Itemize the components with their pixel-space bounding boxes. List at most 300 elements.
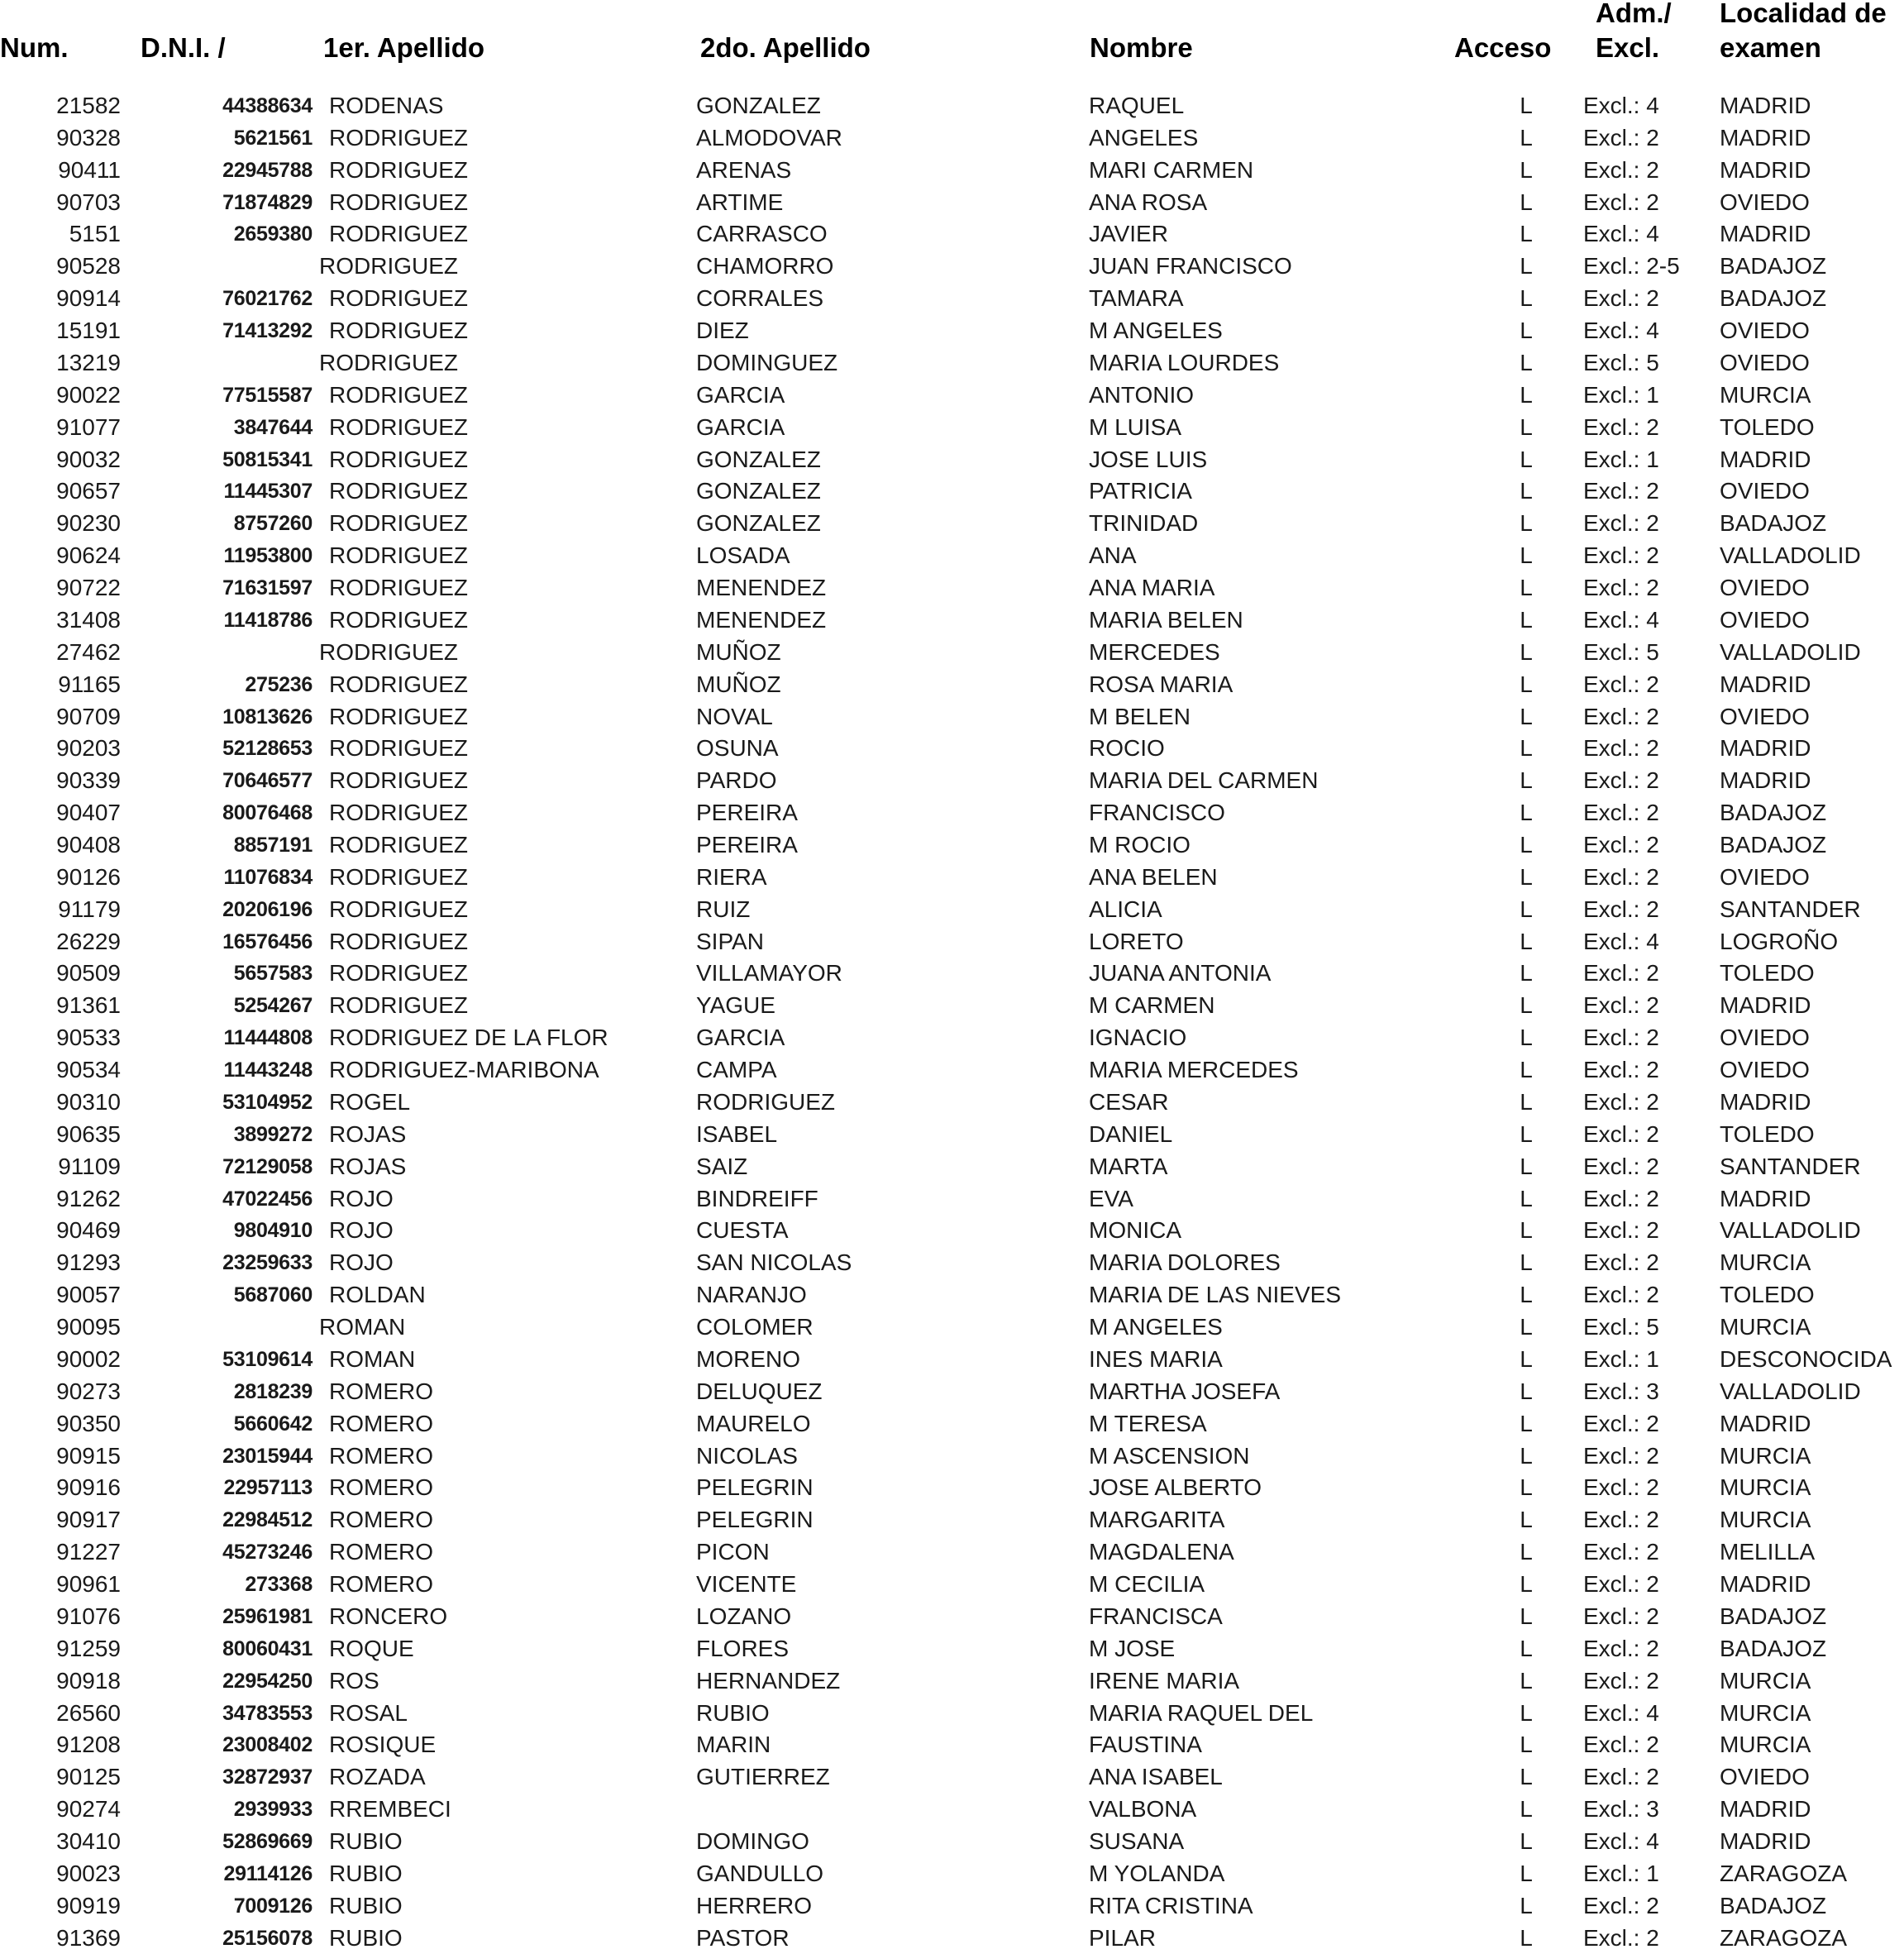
cell-acceso: L — [1520, 1345, 1533, 1372]
cell-dni: 20206196 — [222, 897, 313, 921]
cell-dni: 80060431 — [222, 1636, 313, 1660]
cell-num: 90022 — [56, 381, 121, 408]
cell-nombre: LORETO — [1089, 928, 1184, 954]
cell-adm-excl: Excl.: 2 — [1583, 1507, 1659, 1533]
cell-adm-excl: Excl.: 2 — [1583, 1539, 1659, 1565]
cell-adm-excl: Excl.: 2 — [1583, 863, 1659, 890]
cell-localidad: MURCIA — [1720, 1474, 1811, 1501]
cell-localidad: OVIEDO — [1720, 1057, 1810, 1083]
cell-localidad: VALLADOLID — [1720, 542, 1861, 569]
cell-apellido1: ROZADA — [329, 1764, 426, 1790]
cell-acceso: L — [1520, 1249, 1533, 1276]
cell-acceso: L — [1520, 510, 1533, 537]
cell-dni: 5621561 — [233, 126, 313, 150]
table-row — [0, 1504, 1904, 1536]
cell-acceso: L — [1520, 1892, 1533, 1918]
cell-apellido2: PELEGRIN — [696, 1474, 814, 1501]
table-row — [0, 990, 1904, 1021]
cell-adm-excl: Excl.: 2 — [1583, 1249, 1659, 1276]
cell-dni: 77515587 — [222, 383, 313, 407]
cell-num: 26229 — [56, 928, 121, 954]
cell-num: 31408 — [56, 606, 121, 633]
table-row — [0, 1440, 1904, 1472]
cell-localidad: VALLADOLID — [1720, 638, 1861, 665]
cell-apellido1: RODRIGUEZ — [329, 832, 468, 858]
cell-localidad: VALLADOLID — [1720, 1378, 1861, 1404]
table-row — [0, 187, 1904, 218]
cell-dni: 71631597 — [222, 576, 313, 600]
cell-apellido1: ROMAN — [319, 1314, 406, 1340]
cell-num: 90635 — [56, 1120, 121, 1147]
cell-apellido2: GONZALEZ — [696, 478, 821, 504]
cell-dni: 11076834 — [223, 865, 313, 889]
cell-apellido2: RUIZ — [696, 896, 751, 922]
cell-num: 90095 — [56, 1314, 121, 1340]
cell-adm-excl: Excl.: 1 — [1583, 381, 1659, 408]
cell-num: 90961 — [56, 1571, 121, 1598]
cell-apellido1: RODRIGUEZ — [329, 221, 468, 247]
cell-adm-excl: Excl.: 2 — [1583, 992, 1659, 1019]
cell-dni: 11953800 — [223, 544, 313, 568]
table-row — [0, 380, 1904, 411]
cell-num: 91259 — [56, 1635, 121, 1661]
cell-num: 90528 — [56, 253, 121, 279]
cell-apellido2: NARANJO — [696, 1282, 807, 1308]
cell-acceso: L — [1520, 1153, 1533, 1179]
cell-dni: 11443248 — [223, 1058, 313, 1082]
cell-nombre: M JOSE — [1089, 1635, 1176, 1661]
cell-acceso: L — [1520, 1120, 1533, 1147]
cell-adm-excl: Excl.: 2 — [1583, 1732, 1659, 1758]
cell-nombre: FRANCISCO — [1089, 800, 1225, 826]
cell-localidad: BADAJOZ — [1720, 510, 1827, 537]
cell-adm-excl: Excl.: 2 — [1583, 800, 1659, 826]
cell-nombre: MARIA DE LAS NIEVES — [1089, 1282, 1341, 1308]
cell-apellido1: ROJO — [329, 1249, 394, 1276]
cell-dni: 34783553 — [222, 1701, 313, 1725]
cell-localidad: MURCIA — [1720, 1667, 1811, 1694]
cell-apellido1: ROSAL — [329, 1699, 408, 1726]
table-row — [0, 1858, 1904, 1890]
cell-localidad: MADRID — [1720, 221, 1811, 247]
cell-nombre: TRINIDAD — [1089, 510, 1199, 537]
cell-apellido2: GONZALEZ — [696, 93, 821, 118]
cell-apellido2: GANDULLO — [696, 1860, 824, 1886]
cell-nombre: FRANCISCA — [1089, 1603, 1223, 1629]
cell-apellido2: CORRALES — [696, 285, 824, 312]
cell-dni: 22954250 — [222, 1669, 313, 1693]
cell-nombre: ANTONIO — [1089, 381, 1195, 408]
cell-adm-excl: Excl.: 2 — [1583, 671, 1659, 697]
cell-adm-excl: Excl.: 2 — [1583, 1892, 1659, 1918]
cell-num: 90916 — [56, 1474, 121, 1501]
cell-nombre: MARIA DEL CARMEN — [1089, 767, 1319, 794]
cell-acceso: L — [1520, 703, 1533, 729]
cell-localidad: BADAJOZ — [1720, 1635, 1827, 1661]
cell-localidad: MURCIA — [1720, 1249, 1811, 1276]
cell-localidad: MADRID — [1720, 446, 1811, 472]
cell-adm-excl: Excl.: 2 — [1583, 1025, 1659, 1051]
table-row — [0, 894, 1904, 925]
cell-localidad: MURCIA — [1720, 381, 1811, 408]
cell-apellido1: ROS — [329, 1667, 379, 1694]
cell-nombre: JOSE LUIS — [1089, 446, 1208, 472]
cell-adm-excl: Excl.: 2 — [1583, 1410, 1659, 1436]
cell-nombre: ANA — [1089, 542, 1137, 569]
cell-num: 90023 — [56, 1860, 121, 1886]
cell-apellido1: ROMAN — [329, 1345, 416, 1372]
cell-apellido1: RODRIGUEZ — [329, 156, 468, 183]
cell-acceso: L — [1520, 349, 1533, 375]
cell-num: 91293 — [56, 1249, 121, 1276]
cell-apellido1: RONCERO — [329, 1603, 448, 1629]
cell-num: 91227 — [56, 1539, 121, 1565]
cell-nombre: M CECILIA — [1089, 1571, 1205, 1598]
cell-nombre: MARIA RAQUEL DEL — [1089, 1699, 1314, 1726]
cell-num: 90328 — [56, 124, 121, 150]
table-row — [0, 122, 1904, 154]
cell-apellido2: GARCIA — [696, 381, 785, 408]
cell-nombre: M TERESA — [1089, 1410, 1207, 1436]
cell-apellido1: RODRIGUEZ — [329, 800, 468, 826]
cell-acceso: L — [1520, 896, 1533, 922]
header-acceso: Acceso — [1454, 32, 1552, 63]
cell-dni: 23008402 — [222, 1733, 313, 1757]
cell-nombre: M YOLANDA — [1089, 1860, 1225, 1886]
cell-num: 90057 — [56, 1282, 121, 1308]
cell-localidad: TOLEDO — [1720, 960, 1815, 987]
cell-num: 90533 — [56, 1025, 121, 1051]
cell-nombre: M CARMEN — [1089, 992, 1215, 1019]
table-row — [0, 90, 1904, 122]
cell-acceso: L — [1520, 1539, 1533, 1565]
cell-acceso: L — [1520, 253, 1533, 279]
cell-apellido2: HERNANDEZ — [696, 1667, 841, 1694]
cell-nombre: MARTHA JOSEFA — [1089, 1378, 1281, 1404]
cell-dni: 80076468 — [222, 801, 313, 825]
cell-apellido2: MORENO — [696, 1345, 800, 1372]
cell-num: 90534 — [56, 1057, 121, 1083]
cell-num: 91369 — [56, 1924, 121, 1951]
table-row — [0, 797, 1904, 829]
cell-nombre: DANIEL — [1089, 1120, 1173, 1147]
table-row — [0, 1247, 1904, 1278]
cell-nombre: MARTA — [1089, 1153, 1168, 1179]
table-row — [0, 1761, 1904, 1793]
cell-localidad: TOLEDO — [1720, 1282, 1815, 1308]
cell-localidad: MADRID — [1720, 1410, 1811, 1436]
table-row — [0, 1633, 1904, 1665]
cell-apellido2: COLOMER — [696, 1314, 814, 1340]
cell-apellido2: VILLAMAYOR — [696, 960, 842, 987]
cell-apellido2: MARIN — [696, 1732, 771, 1758]
cell-apellido1: RODRIGUEZ — [329, 189, 468, 215]
cell-apellido1: ROMERO — [329, 1571, 433, 1598]
cell-acceso: L — [1520, 1764, 1533, 1790]
cell-apellido2: ARTIME — [696, 189, 784, 215]
table-row — [0, 604, 1904, 636]
cell-acceso: L — [1520, 1057, 1533, 1083]
cell-apellido1: RODRIGUEZ — [329, 285, 468, 312]
table-row — [0, 862, 1904, 893]
cell-apellido1: RUBIO — [329, 1860, 403, 1886]
table-row — [0, 1054, 1904, 1086]
cell-adm-excl: Excl.: 1 — [1583, 1345, 1659, 1372]
cell-apellido2: CHAMORRO — [696, 253, 834, 279]
cell-apellido1: RODRIGUEZ — [329, 446, 468, 472]
cell-nombre: TAMARA — [1089, 285, 1184, 312]
cell-apellido2: FLORES — [696, 1635, 790, 1661]
cell-apellido1: RODRIGUEZ — [329, 510, 468, 537]
cell-apellido2: GUTIERREZ — [696, 1764, 830, 1790]
cell-localidad: BADAJOZ — [1720, 285, 1827, 312]
cell-num: 90230 — [56, 510, 121, 537]
cell-localidad: MADRID — [1720, 1185, 1811, 1211]
table-row — [0, 1119, 1904, 1150]
table-row — [0, 1826, 1904, 1857]
cell-apellido2: SIPAN — [696, 928, 764, 954]
header-apellido1: 1er. Apellido — [323, 32, 485, 63]
cell-dni: 71413292 — [222, 319, 313, 343]
cell-localidad: MADRID — [1720, 1571, 1811, 1598]
cell-adm-excl: Excl.: 1 — [1583, 446, 1659, 472]
cell-nombre: JOSE ALBERTO — [1089, 1474, 1262, 1501]
cell-num: 27462 — [56, 638, 121, 665]
cell-acceso: L — [1520, 413, 1533, 440]
cell-adm-excl: Excl.: 2 — [1583, 510, 1659, 537]
cell-apellido2: RIERA — [696, 863, 767, 890]
cell-dni: 5657583 — [233, 962, 313, 986]
table-row — [0, 637, 1904, 668]
cell-num: 90918 — [56, 1667, 121, 1694]
table-row — [0, 475, 1904, 507]
cell-acceso: L — [1520, 1442, 1533, 1469]
cell-acceso: L — [1520, 1474, 1533, 1501]
cell-num: 90914 — [56, 285, 121, 312]
cell-acceso: L — [1520, 606, 1533, 633]
cell-apellido2: GARCIA — [696, 1025, 785, 1051]
cell-num: 5151 — [69, 221, 121, 247]
cell-apellido1: RODRIGUEZ — [319, 349, 458, 375]
table-row — [0, 1183, 1904, 1215]
cell-adm-excl: Excl.: 4 — [1583, 221, 1659, 247]
cell-apellido1: ROJAS — [329, 1153, 407, 1179]
cell-nombre: ANA MARIA — [1089, 575, 1215, 601]
cell-num: 91361 — [56, 992, 121, 1019]
cell-apellido2: MAURELO — [696, 1410, 811, 1436]
cell-apellido1: RODRIGUEZ — [329, 863, 468, 890]
cell-localidad: DESCONOCIDA — [1720, 1345, 1892, 1372]
cell-num: 91165 — [58, 671, 121, 697]
cell-dni: 71874829 — [222, 190, 313, 214]
cell-num: 90915 — [56, 1442, 121, 1469]
cell-apellido1: RREMBECI — [329, 1796, 451, 1823]
table-row — [0, 1698, 1904, 1729]
cell-adm-excl: Excl.: 2 — [1583, 156, 1659, 183]
cell-apellido2: BINDREIFF — [696, 1185, 818, 1211]
cell-localidad: OVIEDO — [1720, 1025, 1810, 1051]
cell-nombre: ALICIA — [1089, 896, 1162, 922]
cell-adm-excl: Excl.: 2 — [1583, 1217, 1659, 1244]
cell-num: 90273 — [56, 1378, 121, 1404]
cell-adm-excl: Excl.: 2 — [1583, 285, 1659, 312]
cell-nombre: ROSA MARIA — [1089, 671, 1234, 697]
cell-adm-excl: Excl.: 2 — [1583, 1924, 1659, 1951]
cell-dni: 45273246 — [222, 1541, 313, 1565]
cell-localidad: BADAJOZ — [1720, 253, 1827, 279]
cell-acceso: L — [1520, 478, 1533, 504]
cell-adm-excl: Excl.: 2 — [1583, 413, 1659, 440]
cell-dni: 76021762 — [222, 287, 313, 311]
cell-apellido1: RODRIGUEZ — [329, 703, 468, 729]
cell-apellido2: VICENTE — [696, 1571, 797, 1598]
cell-dni: 2939933 — [233, 1798, 313, 1822]
cell-acceso: L — [1520, 1378, 1533, 1404]
cell-nombre: M ROCIO — [1089, 832, 1191, 858]
cell-apellido1: RODENAS — [329, 93, 444, 118]
cell-apellido1: ROGEL — [329, 1088, 411, 1115]
cell-num: 91109 — [58, 1153, 121, 1179]
cell-num: 90339 — [56, 767, 121, 794]
cell-dni: 22945788 — [222, 158, 313, 182]
cell-adm-excl: Excl.: 2 — [1583, 124, 1659, 150]
cell-apellido2: DOMINGO — [696, 1827, 809, 1854]
table-row — [0, 1215, 1904, 1246]
cell-localidad: MURCIA — [1720, 1442, 1811, 1469]
cell-apellido2: CAMPA — [696, 1057, 777, 1083]
cell-acceso: L — [1520, 575, 1533, 601]
cell-dni: 11445307 — [223, 480, 313, 504]
table-row — [0, 315, 1904, 346]
cell-adm-excl: Excl.: 2 — [1583, 1474, 1659, 1501]
cell-dni: 32872937 — [222, 1765, 313, 1789]
cell-acceso: L — [1520, 767, 1533, 794]
cell-localidad: MURCIA — [1720, 1507, 1811, 1533]
cell-num: 15191 — [56, 318, 121, 344]
cell-adm-excl: Excl.: 2 — [1583, 1635, 1659, 1661]
cell-apellido2: PICON — [696, 1539, 770, 1565]
cell-nombre: MARIA BELEN — [1089, 606, 1243, 633]
cell-localidad: BADAJOZ — [1720, 1892, 1827, 1918]
cell-acceso: L — [1520, 221, 1533, 247]
cell-num: 26560 — [56, 1699, 121, 1726]
cell-apellido2: GONZALEZ — [696, 510, 821, 537]
cell-dni: 5254267 — [233, 994, 313, 1018]
cell-apellido1: RUBIO — [329, 1924, 403, 1951]
cell-localidad: MURCIA — [1720, 1699, 1811, 1726]
cell-dni: 9804910 — [233, 1219, 313, 1243]
cell-localidad: OVIEDO — [1720, 703, 1810, 729]
cell-dni: 72129058 — [222, 1154, 313, 1178]
cell-dni: 47022456 — [222, 1187, 313, 1211]
cell-localidad: MADRID — [1720, 992, 1811, 1019]
cell-nombre: CESAR — [1089, 1088, 1169, 1115]
cell-apellido1: RODRIGUEZ — [329, 542, 468, 569]
cell-adm-excl: Excl.: 5 — [1583, 638, 1659, 665]
cell-nombre: M ANGELES — [1089, 318, 1223, 344]
header-adm-line1: Adm./ — [1596, 0, 1672, 28]
cell-localidad: MADRID — [1720, 767, 1811, 794]
cell-num: 90411 — [58, 156, 121, 183]
cell-apellido2: HERRERO — [696, 1892, 813, 1918]
cell-localidad: LOGROÑO — [1720, 928, 1839, 954]
cell-acceso: L — [1520, 1314, 1533, 1340]
cell-adm-excl: Excl.: 1 — [1583, 1860, 1659, 1886]
header-adm-line2: Excl. — [1596, 32, 1660, 63]
cell-apellido2: RUBIO — [696, 1699, 770, 1726]
cell-nombre: SUSANA — [1089, 1827, 1185, 1854]
cell-num: 90703 — [56, 189, 121, 215]
cell-num: 90919 — [56, 1892, 121, 1918]
cell-acceso: L — [1520, 189, 1533, 215]
cell-adm-excl: Excl.: 4 — [1583, 93, 1659, 118]
cell-dni: 11444808 — [223, 1026, 313, 1050]
cell-acceso: L — [1520, 671, 1533, 697]
cell-apellido2: PASTOR — [696, 1924, 790, 1951]
cell-num: 90274 — [56, 1796, 121, 1823]
cell-apellido1: RUBIO — [329, 1827, 403, 1854]
table-row — [0, 701, 1904, 733]
cell-acceso: L — [1520, 446, 1533, 472]
cell-adm-excl: Excl.: 2 — [1583, 1764, 1659, 1790]
cell-apellido1: RODRIGUEZ — [329, 381, 468, 408]
cell-nombre: M ANGELES — [1089, 1314, 1223, 1340]
cell-dni: 2818239 — [233, 1379, 313, 1403]
cell-apellido1: ROJO — [329, 1217, 394, 1244]
cell-dni: 10813626 — [222, 705, 313, 729]
cell-nombre: ANGELES — [1089, 124, 1199, 150]
cell-nombre: MARIA DOLORES — [1089, 1249, 1281, 1276]
cell-adm-excl: Excl.: 2 — [1583, 1603, 1659, 1629]
cell-nombre: M ASCENSION — [1089, 1442, 1250, 1469]
cell-apellido1: ROQUE — [329, 1635, 414, 1661]
cell-adm-excl: Excl.: 2 — [1583, 1442, 1659, 1469]
table-row — [0, 1022, 1904, 1053]
cell-dni: 275236 — [245, 672, 313, 696]
cell-nombre: MARGARITA — [1089, 1507, 1225, 1533]
cell-num: 90125 — [56, 1764, 121, 1790]
cell-adm-excl: Excl.: 2 — [1583, 575, 1659, 601]
cell-apellido2: LOZANO — [696, 1603, 792, 1629]
cell-apellido1: RODRIGUEZ — [329, 318, 468, 344]
cell-adm-excl: Excl.: 2 — [1583, 960, 1659, 987]
cell-acceso: L — [1520, 1827, 1533, 1854]
cell-dni: 23015944 — [222, 1444, 313, 1468]
cell-acceso: L — [1520, 1667, 1533, 1694]
cell-adm-excl: Excl.: 2 — [1583, 896, 1659, 922]
cell-acceso: L — [1520, 1025, 1533, 1051]
cell-num: 91076 — [56, 1603, 121, 1629]
table-row — [0, 1794, 1904, 1825]
table-row — [0, 926, 1904, 958]
cell-localidad: OVIEDO — [1720, 189, 1810, 215]
cell-apellido2: SAIZ — [696, 1153, 748, 1179]
cell-localidad: OVIEDO — [1720, 575, 1810, 601]
cell-dni: 11418786 — [223, 608, 313, 632]
cell-acceso: L — [1520, 800, 1533, 826]
cell-apellido1: ROMERO — [329, 1442, 433, 1469]
cell-apellido2: PARDO — [696, 767, 777, 794]
table-row — [0, 540, 1904, 571]
cell-nombre: MARIA MERCEDES — [1089, 1057, 1299, 1083]
table-row — [0, 251, 1904, 282]
cell-adm-excl: Excl.: 2 — [1583, 767, 1659, 794]
cell-num: 90917 — [56, 1507, 121, 1533]
cell-adm-excl: Excl.: 2 — [1583, 1282, 1659, 1308]
cell-localidad: MADRID — [1720, 124, 1811, 150]
cell-localidad: SANTANDER — [1720, 1153, 1861, 1179]
table-row — [0, 733, 1904, 764]
